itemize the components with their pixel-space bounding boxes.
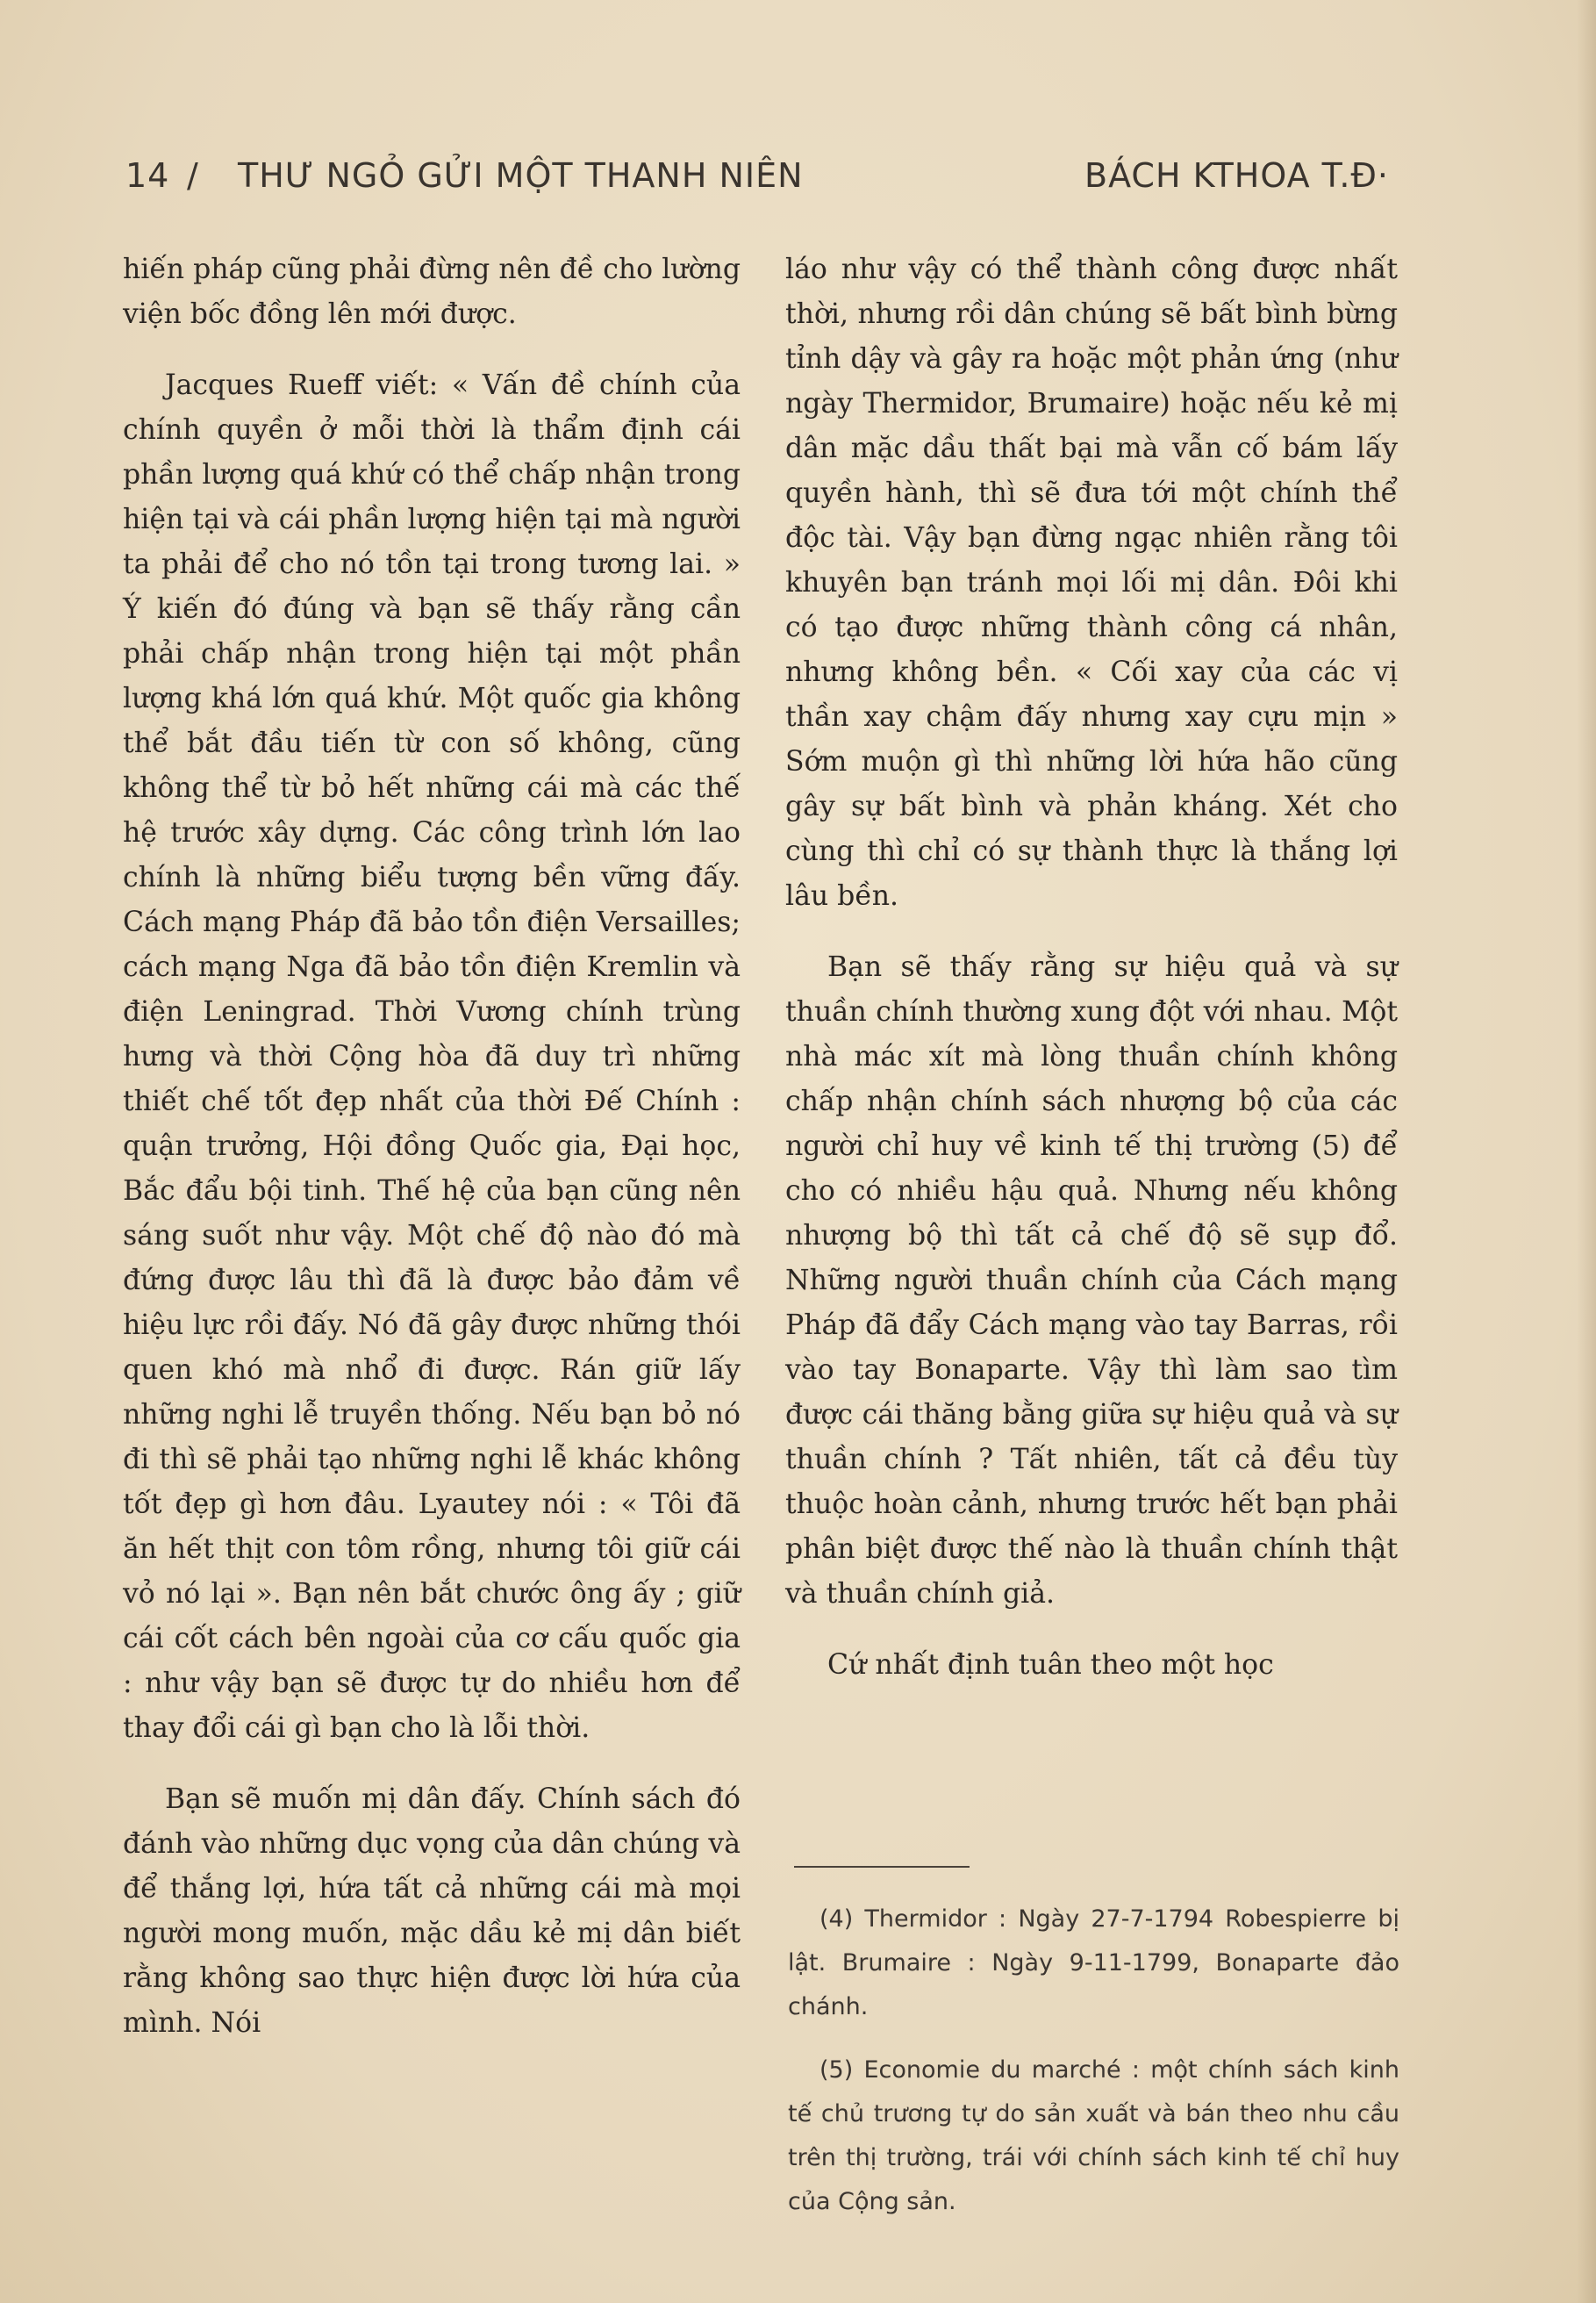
paragraph: Bạn sẽ thấy rằng sự hiệu quả và sự thuần chính thường xung đột với nhau. Một nhà mác xít mà lòng thuần chính không chấp nhận chính sách nhượng bộ của các người chỉ huy về kinh tế thị trường (5) để cho có nhiều hậu quả. Nhưng nếu không nhượng bộ thì tất cả chế độ sẽ sụp đổ. Những người thuần chính của Cách mạng Pháp đã đẩy Cách mạng vào tay Barras, rồi vào tay Bonaparte. Vậy thì làm sao tìm được cái thăng bằng giữa sự hiệu quả và sự thuần chính ? Tất nhiên, tất cả đều tùy thuộc hoàn cảnh, nhưng trước hết bạn phải phân biệt được thế nào là thuần chính thật và thuần chính giả.: [785, 951, 1398, 1610]
header-separator: /: [187, 156, 199, 195]
footnote: (5) Economie du marché : một chính sách kinh tế chủ trương tự do sản xuất và bán theo nhu cầu trên thị trường, trái với chính sách kinh tế chỉ huy của Cộng sản.: [788, 2056, 1399, 2215]
left-column: [123, 248, 741, 2072]
footnotes: [788, 1898, 1399, 2243]
paragraph: Bạn sẽ muốn mị dân đấy. Chính sách đó đánh vào những dục vọng của dân chúng và để thắng lợi, hứa tất cả những cái mà mọi người mong muốn, mặc dầu kẻ mị dân biết rằng không sao thực hiện được lời hứa của mình. Nói: [123, 1783, 741, 2039]
footnote: (4) Thermidor : Ngày 27-7-1794 Robespierre bị lật. Brumaire : Ngày 9-11-1799, Bonaparte đảo chánh.: [788, 1905, 1399, 2020]
article-title: THƯ NGỎ GỬI MỘT THANH NIÊN: [238, 156, 804, 195]
page-number: 14: [125, 156, 170, 195]
right-column: [785, 248, 1398, 1714]
paragraph: hiến pháp cũng phải đừng nên đề cho lường viện bốc đồng lên mới được.: [123, 254, 741, 330]
paragraph: láo như vậy có thể thành công được nhất thời, nhưng rồi dân chúng sẽ bất bình bừng tỉnh dậy và gây ra hoặc một phản ứng (như ngày Thermidor, Brumaire) hoặc nếu kẻ mị dân mặc dầu thất bại mà vẫn cố bám lấy quyền hành, thì sẽ đưa tới một chính thể độc tài. Vậy bạn đừng ngạc nhiên rằng tôi khuyên bạn tránh mọi lối mị dân. Đôi khi có tạo được những thành công cá nhân, nhưng không bền. « Cối xay của các vị thần xay chậm đấy nhưng xay cựu mịn » Sớm muộn gì thì những lời hứa hão cũng gây sự bất bình và phản kháng. Xét cho cùng thì chỉ có sự thành thực là thắng lợi lâu bền.: [785, 254, 1398, 912]
running-header: [125, 156, 1389, 209]
footnote-divider: [794, 1866, 970, 1868]
paragraph: Jacques Rueff viết: « Vấn đề chính của chính quyền ở mỗi thời là thẩm định cái phần lượng quá khứ có thể chấp nhận trong hiện tại và cái phần lượng hiện tại mà người ta phải để cho nó tồn tại trong tương lai. » Ý kiến đó đúng và bạn sẽ thấy rằng cần phải chấp nhận trong hiện tại một phần lượng khá lớn quá khứ. Một quốc gia không thể bắt đầu tiến từ con số không, cũng không thể từ bỏ hết những cái mà các thế hệ trước xây dựng. Các công trình lớn lao chính là những biểu tượng bền vững đấy. Cách mạng Pháp đã bảo tồn điện Versailles; cách mạng Nga đã bảo tồn điện Kremlin và điện Leningrad. Thời Vương chính trùng hưng và thời Cộng hòa đã duy trì những thiết chế tốt đẹp nhất của thời Đế Chính : quận trưởng, Hội đồng Quốc gia, Đại học, Bắc đẩu bội tinh. Thế hệ của bạn cũng nên sáng suốt như vậy. Một chế độ nào đó mà đứng được lâu thì đã là được bảo đảm về hiệu lực rồi đấy. Nó đã gây được những thói quen khó mà nhổ đi được. Rán giữ lấy những nghi lễ truyền thống. Nếu bạn bỏ nó đi thì sẽ phải tạo những nghi lễ khác không tốt đẹp gì hơn đâu. Lyautey nói : « Tôi đã ăn hết thịt con tôm rồng, nhưng tôi giữ cái vỏ nó lại ». Bạn nên bắt chước ông ấy ; giữ cái cốt cách bên ngoài của cơ cấu quốc gia : như vậy bạn sẽ được tự do nhiều hơn để thay đổi cái gì bạn cho là lỗi thời.: [123, 369, 741, 1744]
page-edge-shadow: [1577, 0, 1596, 2303]
publication-name: BÁCH KTHOA T.Đ·: [1084, 156, 1389, 195]
paragraph: Cứ nhất định tuân theo một học: [827, 1649, 1274, 1681]
